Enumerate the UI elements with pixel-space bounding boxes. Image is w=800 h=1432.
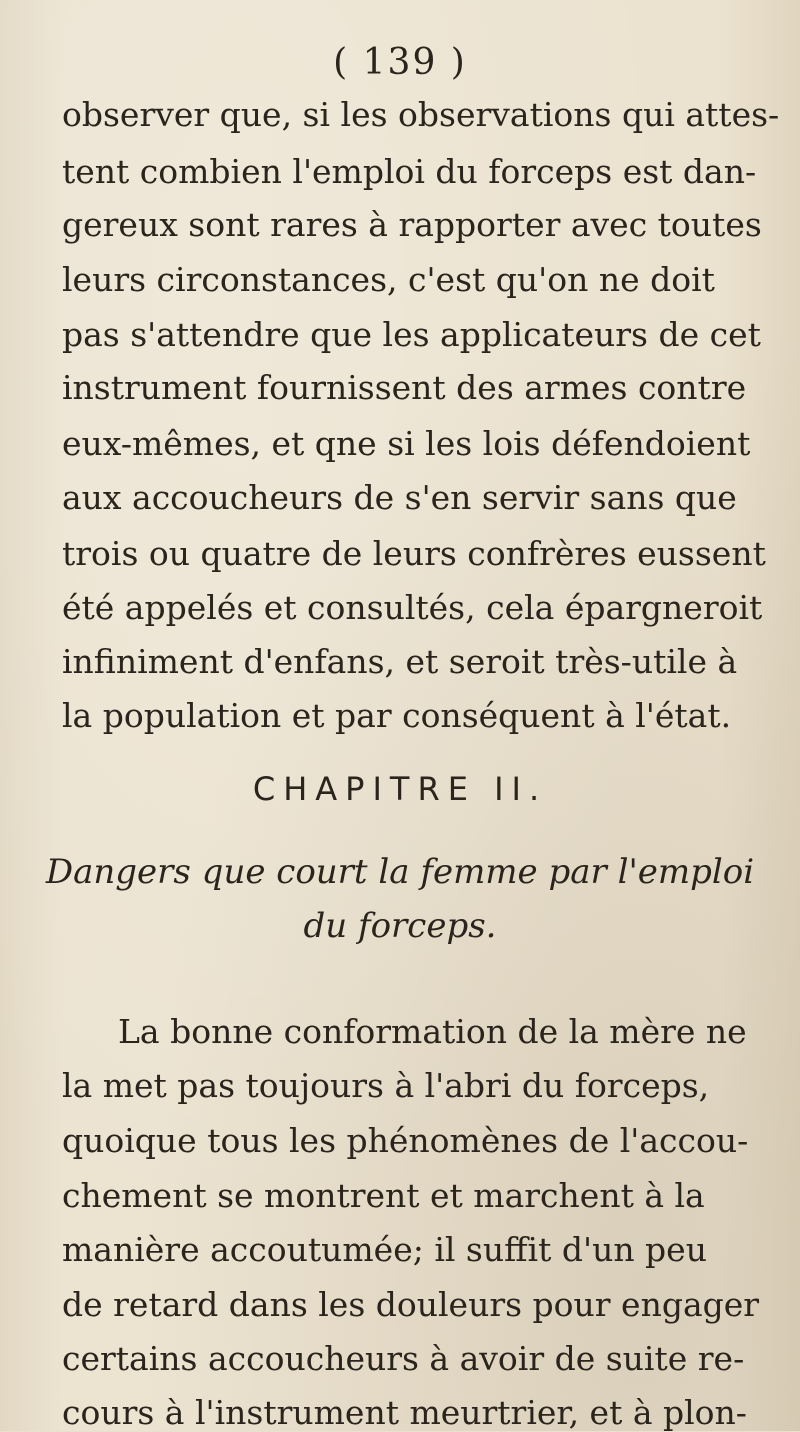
text-line: quoique tous les phénomènes de l'accou-	[62, 1121, 749, 1160]
text-line: tent combien l'emploi du forceps est dan-	[62, 152, 757, 191]
text-line: infiniment d'enfans, et seroit très-utile à	[62, 642, 738, 681]
text-line: chement se montrent et marchent à la	[62, 1176, 705, 1215]
text-line: la population et par conséquent à l'état.	[62, 696, 732, 735]
text-line: leurs circonstances, c'est qu'on ne doit	[62, 260, 715, 299]
text-line: aux accoucheurs de s'en servir sans que	[62, 478, 737, 517]
chapter-subtitle-line: Dangers que court la femme par l'emploi	[45, 852, 755, 892]
text-line: pas s'attendre que les applicateurs de cet	[62, 315, 761, 354]
text-line: été appelés et consultés, cela épargneroit	[62, 588, 763, 627]
text-line: La bonne conformation de la mère ne	[118, 1012, 747, 1051]
text-line: gereux sont rares à rapporter avec toutes	[62, 205, 762, 244]
text-line: trois ou quatre de leurs confrères eussent	[62, 534, 766, 573]
text-line: certains accoucheurs à avoir de suite re-	[62, 1339, 745, 1378]
text-line: observer que, si les observations qui attes-	[62, 95, 780, 134]
text-line: manière accoutumée; il suffit d'un peu	[62, 1230, 707, 1269]
text-line: la met pas toujours à l'abri du forceps,	[62, 1066, 710, 1105]
chapter-heading: CHAPITRE II.	[252, 770, 548, 808]
text-line: cours à l'instrument meurtrier, et à plon-	[62, 1393, 747, 1432]
page-number-header: ( 139 )	[333, 42, 467, 83]
text-line: eux-mêmes, et qne si les lois défendoient	[62, 424, 751, 463]
text-line: instrument fournissent des armes contre	[62, 368, 747, 407]
chapter-subtitle-line: du forceps.	[303, 906, 497, 946]
text-line: de retard dans les douleurs pour engager	[62, 1285, 760, 1324]
